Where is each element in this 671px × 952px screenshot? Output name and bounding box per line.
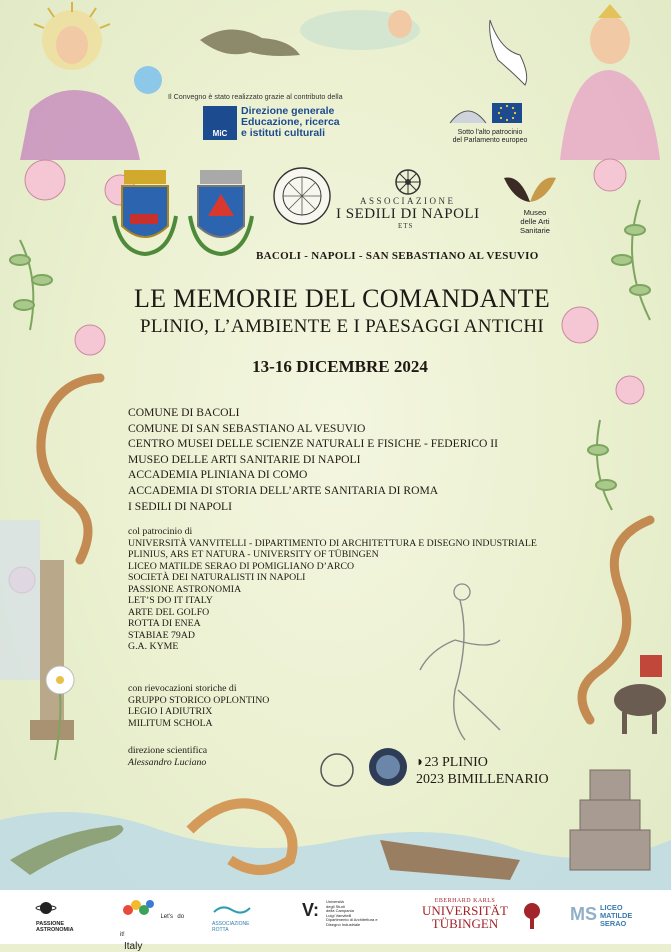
patronage-item: LICEO MATILDE SERAO DI POMIGLIANO D’ARCO: [128, 560, 355, 572]
cities-line: BACOLI - NAPOLI - SAN SEBASTIANO AL VESUVIO: [256, 250, 539, 262]
passione-line: PASSIONE: [36, 921, 65, 927]
parliament-icon: [430, 97, 550, 127]
eu-line: del Parlamento europeo: [452, 137, 528, 144]
seagull-figure: [490, 20, 527, 85]
lets-do-it-logo: [120, 898, 190, 952]
reenactments-heading: con rievocazioni storiche di: [128, 683, 237, 694]
tubingen-tree-icon: [522, 902, 542, 932]
patronage-item: UNIVERSITÀ VANVITELLI - DIPARTIMENTO DI ARCHITETTURA E DISEGNO INDUSTRIALE: [128, 537, 537, 549]
red-seal: [640, 655, 662, 677]
sun-god-figure: [20, 2, 162, 160]
vanvitelli-mark: V:: [302, 900, 320, 920]
direction-heading: direzione scientifica: [128, 745, 208, 756]
organizers-list: [128, 405, 498, 514]
liceo-text: [600, 904, 632, 928]
bacoli-crest: [110, 166, 180, 258]
organizer-item: CENTRO MUSEI DELLE SCIENZE NATURALI E FISICHE - FEDERICO II: [128, 437, 499, 451]
rotta-logo: [212, 902, 272, 933]
direction-section: [128, 745, 207, 768]
director-name: Alessandro Luciano: [128, 756, 207, 768]
title-line-2: PLINIO, L’AMBIENTE E I PAESAGGI ANTICHI: [139, 316, 544, 337]
association-name: I SEDILI DI NAPOLI: [336, 206, 480, 222]
liceo-line: LICEO: [600, 903, 623, 912]
eu-line: Sotto l'alto patrocinio: [457, 129, 523, 136]
patronage-section: [128, 526, 537, 653]
planet-icon: [36, 900, 56, 916]
liceo-mark: MS: [570, 904, 597, 924]
patronage-item: STABIAE 79AD: [128, 629, 195, 641]
goddess-figure: [560, 4, 660, 160]
shield-icon: [321, 754, 353, 786]
reenactment-item: GRUPPO STORICO OPLONTINO: [128, 694, 270, 706]
bimillenario-mark: ◗: [416, 755, 425, 770]
footer-logos: [0, 890, 671, 952]
bimillenario-line-2: 2023 BIMILLENARIO: [416, 772, 549, 787]
bimillenario-line-1: 23 PLINIO: [424, 755, 488, 770]
lighthouse-tower: [570, 770, 650, 870]
patronage-item: PLINIUS, ARS ET NATURA - UNIVERSITY OF TÜBINGEN: [128, 549, 379, 560]
vanvitelli-line: Luigi Vanvitelli: [326, 912, 352, 918]
organizer-item: ACCADEMIA DI STORIA DELL’ARTE SANITARIA DI ROMA: [128, 483, 439, 497]
mic-line: e istituti culturali: [241, 127, 326, 139]
organizer-item: COMUNE DI BACOLI: [128, 406, 240, 419]
museum-line: delle Arti Sanitarie: [520, 217, 550, 235]
organizer-item: COMUNE DI SAN SEBASTIANO AL VESUVIO: [128, 421, 366, 435]
rotta-line: ASSOCIAZIONE: [212, 921, 250, 927]
patronage-item: SOCIETÀ DEI NATURALISTI IN NAPOLI: [128, 572, 306, 583]
organizer-item: MUSEO DELLE ARTI SANITARIE DI NAPOLI: [128, 452, 361, 466]
letsdoit-country: Italy: [124, 941, 143, 952]
dove-figure: [200, 29, 300, 56]
reenactment-item: LEGIO I ADIUTRIX: [128, 706, 213, 717]
snake-left: [41, 378, 100, 560]
patronage-item: PASSIONE ASTRONOMIA: [128, 583, 242, 595]
vanvitelli-line: Disegno Industriale: [326, 921, 361, 927]
patronage-heading: col patrocinio di: [128, 526, 193, 537]
organizer-item: I SEDILI DI NAPOLI: [128, 499, 233, 513]
vanvitelli-text: [326, 900, 386, 928]
sedili-wheel-icon: [393, 167, 423, 197]
vanvitelli-line: della Campania: [326, 908, 354, 914]
liceo-line: MATILDE: [600, 911, 633, 920]
tubingen-line: UNIVERSITÄT: [422, 903, 508, 918]
tubingen-logo: [410, 898, 520, 930]
liceo-line: SERAO: [600, 919, 627, 928]
patronage-item: LET’S DO IT ITALY: [128, 595, 213, 606]
tubingen-line: TÜBINGEN: [431, 916, 499, 931]
mic-mark: MiC: [203, 106, 237, 140]
association-ets: ETS: [398, 222, 414, 230]
letsdoit-word: do it!: [120, 914, 185, 938]
tubingen-line: EBERHARD KARLS: [434, 898, 496, 904]
winged-figure: [300, 10, 420, 50]
leaf-sprays-right: [588, 200, 650, 510]
museum-label: [505, 208, 565, 235]
passione-line: ASTRONOMIA: [36, 927, 74, 933]
musei-scienze-naturali-seal: [272, 166, 332, 226]
reenactments-section: [128, 683, 269, 729]
colorful-dots-icon: [120, 898, 156, 918]
support-line: Il Convegno è stato realizzato grazie al contributo della: [168, 92, 343, 101]
bimillenario-block: [416, 754, 549, 788]
passione-astronomia-logo: [36, 900, 96, 933]
organizer-item: ACCADEMIA PLINIANA DI COMO: [128, 468, 308, 482]
vanvitelli-line: Dipartimento di Architettura e: [326, 917, 378, 923]
vanvitelli-line: Università: [326, 899, 344, 904]
rotta-line: ROTTA: [212, 927, 229, 933]
reenactment-item: MILITUM SCHOLA: [128, 717, 213, 729]
eu-parliament-logo: [430, 97, 550, 147]
san-sebastiano-crest: [186, 166, 256, 258]
association-sub: ASSOCIAZIONE: [360, 196, 456, 206]
mic-line: Educazione, ricerca: [241, 116, 340, 128]
event-dates: 13-16 DICEMBRE 2024: [252, 357, 428, 376]
mic-text: [241, 106, 340, 139]
mic-logo: [203, 106, 433, 142]
eu-text: [430, 129, 550, 145]
patronage-item: ROTTA DI ENEA: [128, 618, 201, 629]
museum-line: Museo: [523, 208, 547, 217]
title-line-1: LE MEMORIE DEL COMANDANTE: [134, 284, 550, 313]
patronage-item: ARTE DEL GOLFO: [128, 606, 210, 618]
letsdoit-word: Let's: [160, 914, 173, 920]
column-left: [0, 520, 74, 740]
patronage-item: G.A. KYME: [128, 641, 179, 652]
goat-figure: [614, 684, 666, 734]
wave-icon: [212, 902, 252, 916]
vanvitelli-line: degli Studi: [326, 903, 345, 909]
leaf-sprays-left: [10, 240, 52, 330]
museo-arti-sanitarie-icon: [500, 172, 560, 208]
mic-line: Direzione generale: [241, 105, 335, 117]
